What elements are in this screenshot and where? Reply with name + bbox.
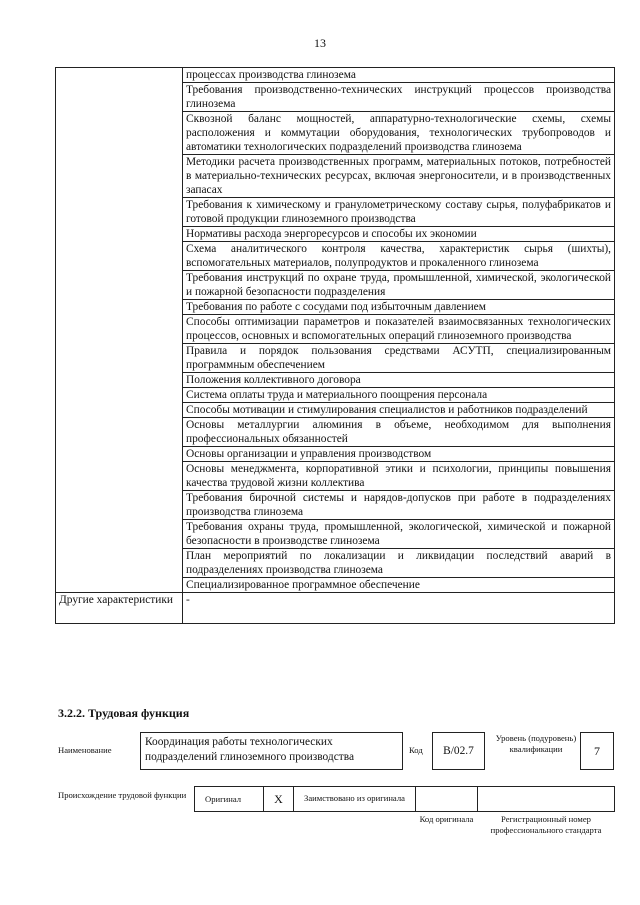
other-characteristics-value: - xyxy=(183,593,615,624)
requirement-item: Специализированное программное обеспечение xyxy=(183,578,615,593)
reg-number-caption: Регистрационный номер профессионального стандарта xyxy=(490,814,602,835)
code-label: Код xyxy=(409,745,423,755)
section-title: 3.2.2. Трудовая функция xyxy=(58,706,190,720)
name-label: Наименование xyxy=(58,745,112,755)
requirement-item: Методики расчета производственных программ, материальных потоков, потребностей в материально-технических ресурсах, включая энергоносители, и в производственных запасах xyxy=(183,155,615,198)
requirement-item: Система оплаты труда и материального поощрения персонала xyxy=(183,388,615,403)
requirement-item: Требования к химическому и гранулометрическому составу сырья, полуфабрикатов и готовой продукции глиноземного производства xyxy=(183,198,615,227)
reg-number-box xyxy=(477,786,615,812)
original-box xyxy=(194,786,264,812)
requirement-item: Правила и порядок пользования средствами АСУТП, специализированным программным обеспечением xyxy=(183,344,615,373)
requirement-item: Требования по работе с сосудами под избыточным давлением xyxy=(183,300,615,315)
requirement-item: Сквозной баланс мощностей, аппаратурно-технологические схемы, схемы расположения и коммутации оборудования, технологических трубопроводов и автоматики технологических подразделений производства глинозема xyxy=(183,112,615,155)
function-name-value: Координация работы технологических подразделений глиноземного производства xyxy=(145,736,355,763)
original-mark-box xyxy=(263,786,294,812)
requirement-item: Схема аналитического контроля качества, характеристик сырья (шихты), вспомогательных материалов, полупродуктов и прокаленного глинозема xyxy=(183,242,615,271)
requirement-item: Нормативы расхода энергоресурсов и способы их экономии xyxy=(183,227,615,242)
code-value: B/02.7 xyxy=(443,745,474,757)
other-characteristics-label: Другие характеристики xyxy=(56,593,183,624)
function-name-box xyxy=(140,732,403,770)
level-label: Уровень (подуровень) квалификации xyxy=(495,733,577,754)
left-empty-cell xyxy=(56,68,183,593)
borrowed-box xyxy=(293,786,416,812)
requirement-item: План мероприятий по локализации и ликвидации последствий аварий в подразделениях производства глинозема xyxy=(183,549,615,578)
level-value: 7 xyxy=(594,744,600,758)
original-code-box xyxy=(415,786,478,812)
requirement-item: Основы организации и управления производством xyxy=(183,447,615,462)
borrowed-label: Заимствовано из оригинала xyxy=(304,793,405,803)
knowledge-table xyxy=(55,67,615,624)
origin-label: Происхождение трудовой функции xyxy=(58,790,187,800)
original-code-caption: Код оригинала xyxy=(419,814,474,824)
code-box xyxy=(432,732,485,770)
original-mark: X xyxy=(274,792,283,806)
requirement-item: Требования инструкций по охране труда, промышленной, химической, экологической и пожарной безопасности подразделения xyxy=(183,271,615,300)
requirement-item: Способы мотивации и стимулирования специалистов и работников подразделений xyxy=(183,403,615,418)
requirement-item: Основы менеджмента, корпоративной этики и психологии, принципы повышения качества трудовой жизни коллектива xyxy=(183,462,615,491)
page-number: 13 xyxy=(314,36,326,50)
requirement-item: Положения коллективного договора xyxy=(183,373,615,388)
requirement-item: Требования охраны труда, промышленной, экологической, химической и пожарной безопасности в производстве глинозема xyxy=(183,520,615,549)
requirement-item: Требования бирочной системы и нарядов-допусков при работе в подразделениях производства глинозема xyxy=(183,491,615,520)
original-label: Оригинал xyxy=(205,794,242,804)
requirement-item: Основы металлургии алюминия в объеме, необходимом для выполнения профессиональных обязанностей xyxy=(183,418,615,447)
table-row xyxy=(56,68,615,83)
requirement-item: Способы оптимизации параметров и показателей взаимосвязанных технологических процессов, основных и вспомогательных операций глиноземного производства xyxy=(183,315,615,344)
table-row xyxy=(56,593,615,624)
level-box xyxy=(580,732,614,770)
requirement-item: Требования производственно-технических инструкций процессов производства глинозема xyxy=(183,83,615,112)
requirement-item: процессах производства глинозема xyxy=(183,68,615,83)
